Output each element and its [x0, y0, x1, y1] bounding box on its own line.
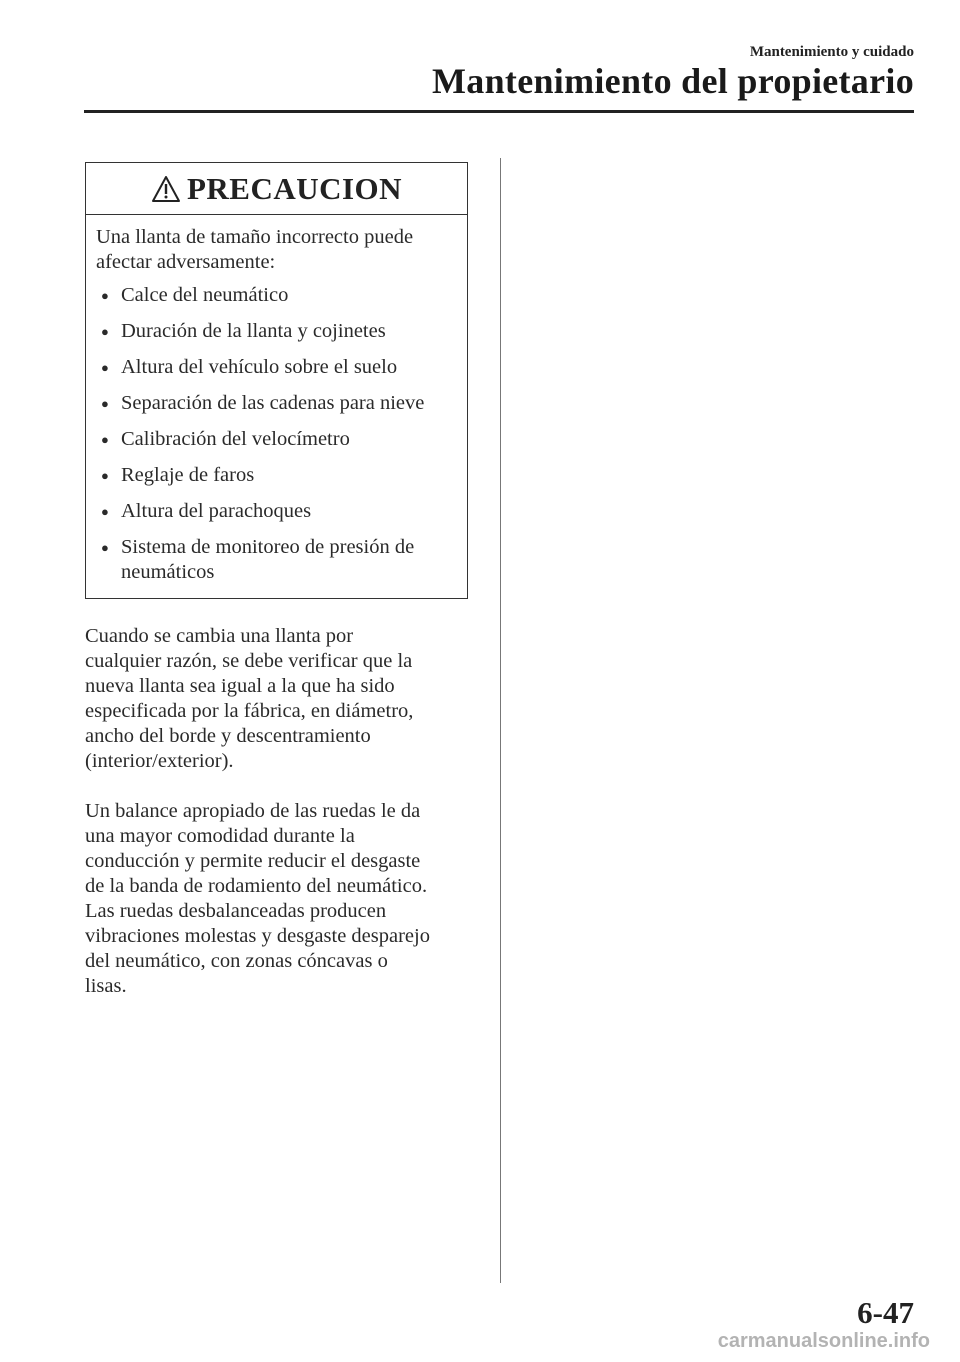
caution-item [96, 463, 457, 488]
caution-item-text: Calce del neumático [121, 284, 289, 306]
page-title: Mantenimiento del propietario [432, 61, 914, 101]
column-divider [500, 158, 501, 1283]
caution-list [96, 283, 457, 585]
caution-body [86, 215, 467, 585]
body-paragraph: Un balance apropiado de las ruedas le da una mayor comodidad durante la conducción y permite reducir el desgaste de la banda de rodamiento del neumático. Las ruedas desbalanceadas producen vibraciones molestas y desgaste desparejo del neumático, con zonas cóncavas o lisas. [85, 800, 430, 997]
page-number: 6-47 [857, 1295, 914, 1330]
caution-header [86, 163, 467, 215]
caution-item [96, 499, 457, 524]
bullet-icon: ● [101, 468, 109, 483]
bullet-icon: ● [101, 288, 109, 303]
warning-triangle-icon [151, 175, 181, 203]
caution-item [96, 391, 457, 416]
caution-item [96, 535, 457, 585]
header-rule [84, 110, 914, 113]
bullet-icon: ● [101, 504, 109, 519]
watermark: carmanualsonline.info [717, 1330, 930, 1352]
caution-item [96, 427, 457, 452]
caution-item [96, 355, 457, 380]
bullet-icon: ● [101, 540, 109, 555]
bullet-icon: ● [101, 432, 109, 447]
caution-box [85, 162, 468, 599]
caution-item [96, 283, 457, 308]
caution-item [96, 319, 457, 344]
bullet-icon: ● [101, 396, 109, 411]
caution-item-text: Separación de las cadenas para nieve [121, 392, 425, 414]
caution-item-text: Duración de la llanta y cojinetes [121, 320, 386, 342]
section-label: Mantenimiento y cuidado [749, 44, 914, 60]
caution-title: PRECAUCION [186, 170, 403, 206]
caution-intro: Una llanta de tamaño incorrecto puede afectar adversamente: [96, 226, 414, 273]
caution-item-text: Altura del vehículo sobre el suelo [121, 356, 398, 378]
bullet-icon: ● [101, 360, 109, 375]
caution-item-text: Sistema de monitoreo de presión de neumáticos [121, 536, 415, 583]
caution-item-text: Altura del parachoques [121, 500, 312, 522]
caution-item-text: Reglaje de faros [121, 464, 255, 486]
bullet-icon: ● [101, 324, 109, 339]
body-paragraph: Cuando se cambia una llanta por cualquier razón, se debe verificar que la nueva llanta sea igual a la que ha sido especificada por la fábrica, en diámetro, ancho del borde y descentramiento (interior/exterior). [85, 625, 414, 772]
caution-item-text: Calibración del velocímetro [121, 428, 350, 450]
